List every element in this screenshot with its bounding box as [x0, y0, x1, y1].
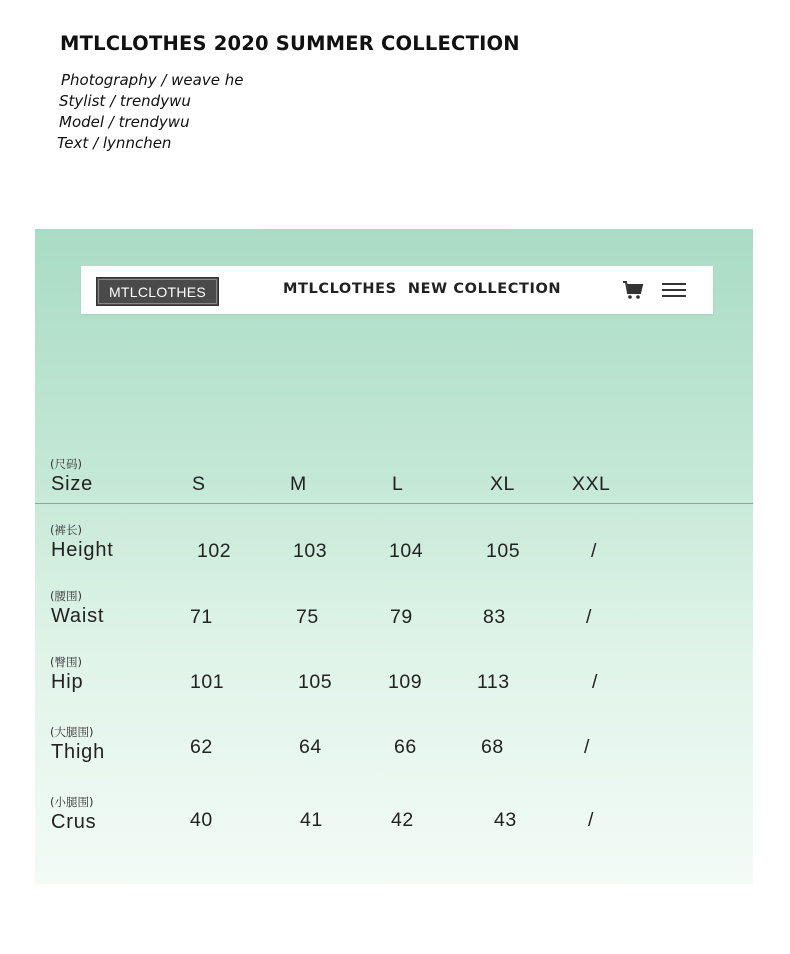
credit-model: Model / trendywu — [59, 113, 190, 131]
size-xl: XL — [490, 473, 515, 495]
header-divider — [35, 503, 753, 504]
cart-icon[interactable] — [622, 280, 644, 300]
table-cell: 64 — [299, 736, 322, 758]
credit-photography: Photography / weave he — [61, 71, 244, 89]
row-label: Height — [51, 539, 114, 561]
table-cell: / — [591, 540, 597, 562]
size-label: Size — [51, 473, 94, 495]
table-cell: 42 — [391, 809, 414, 831]
table-cell: / — [584, 736, 590, 758]
table-cell: 41 — [300, 809, 323, 831]
row-label-cn: (小腿围) — [50, 795, 94, 809]
table-cell: / — [586, 606, 592, 628]
credit-text: Text / lynnchen — [57, 134, 172, 152]
table-cell: / — [588, 809, 594, 831]
size-xxl: XXL — [572, 473, 611, 495]
table-cell: 62 — [190, 736, 213, 758]
row-label: Hip — [51, 671, 84, 693]
table-cell: 102 — [197, 540, 232, 562]
row-label: Waist — [51, 605, 105, 627]
row-label-cn: (臀围) — [50, 655, 82, 669]
size-s: S — [192, 473, 206, 495]
table-cell: 105 — [486, 540, 521, 562]
size-m: M — [290, 473, 307, 495]
table-cell: 75 — [296, 606, 319, 628]
table-cell: 105 — [298, 671, 333, 693]
menu-icon[interactable] — [662, 283, 686, 297]
row-label-cn: (大腿围) — [50, 725, 94, 739]
table-cell: 109 — [388, 671, 423, 693]
table-cell: 43 — [494, 809, 517, 831]
table-cell: / — [592, 671, 598, 693]
row-label-cn: (腰围) — [50, 589, 82, 603]
size-label-cn: (尺码) — [50, 457, 82, 471]
row-label: Thigh — [51, 741, 106, 763]
size-l: L — [392, 473, 404, 495]
row-label-cn: (裤长) — [50, 523, 82, 537]
page-title: MTLCLOTHES 2020 SUMMER COLLECTION — [60, 32, 520, 55]
brand-logo[interactable]: MTLCLOTHES — [96, 277, 219, 306]
table-cell: 113 — [477, 671, 510, 693]
credit-stylist: Stylist / trendywu — [59, 92, 191, 110]
table-cell: 103 — [293, 540, 328, 562]
size-chart-panel — [35, 229, 753, 884]
table-cell: 104 — [389, 540, 424, 562]
table-cell: 66 — [394, 736, 417, 758]
nav-title: MTLCLOTHES NEW COLLECTION — [283, 281, 562, 297]
row-label: Crus — [51, 811, 97, 833]
table-cell: 79 — [390, 606, 413, 628]
navbar — [81, 266, 713, 314]
table-cell: 83 — [483, 606, 506, 628]
table-cell: 68 — [481, 736, 504, 758]
table-cell: 40 — [190, 809, 213, 831]
table-cell: 71 — [190, 606, 213, 628]
table-cell: 101 — [190, 671, 225, 693]
